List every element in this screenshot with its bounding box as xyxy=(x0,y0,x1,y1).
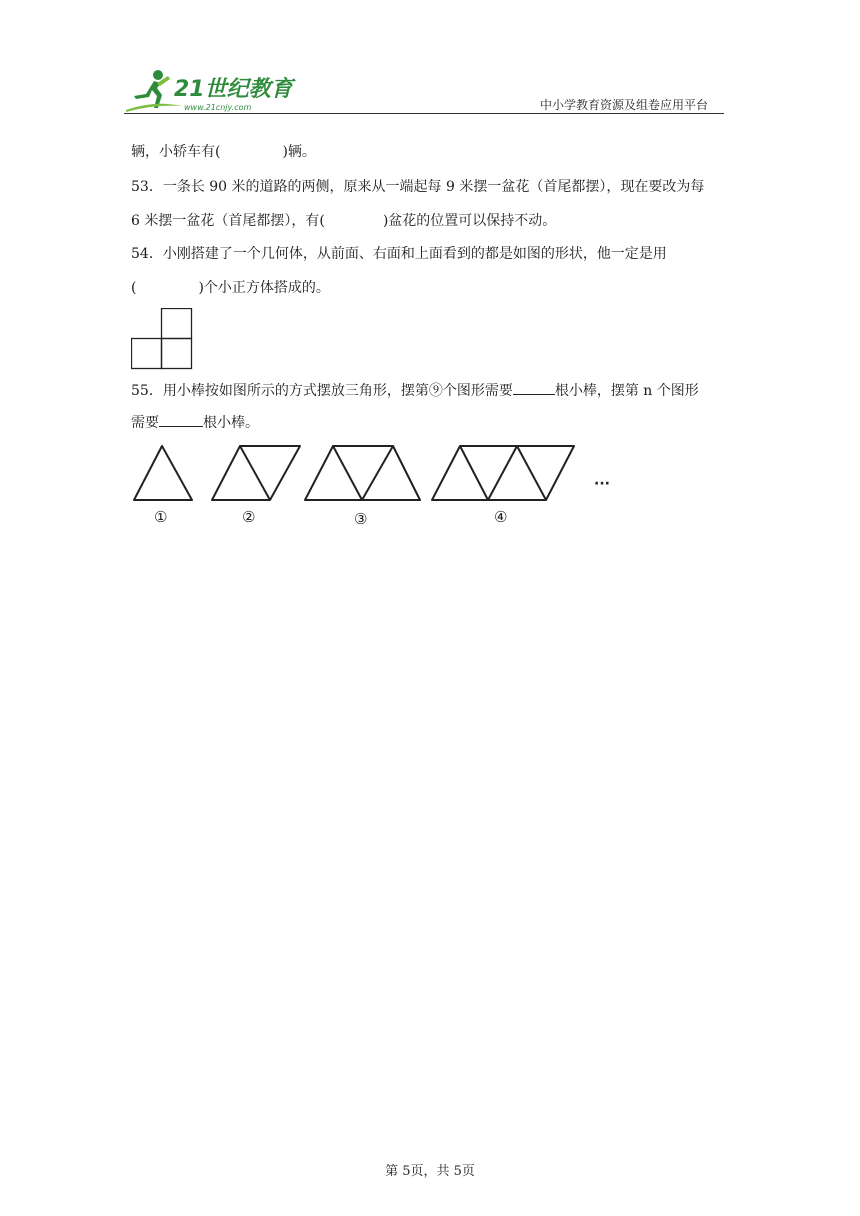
q55-text-c: 需要 xyxy=(131,415,159,431)
q55-text-a: 55．用小棒按如图所示的方式摆放三角形，摆第⑨个图形需要 xyxy=(131,383,513,399)
q52-text-suffix: )辆。 xyxy=(282,144,316,160)
q55-text-d: 根小棒。 xyxy=(203,415,259,431)
header-divider xyxy=(124,113,724,114)
q53-text-suffix: )盆花的位置可以保持不动。 xyxy=(382,213,557,229)
question-53-line-1: 53．一条长 90 米的道路的两侧，原来从一端起每 9 米摆一盆花（首尾都摆），现在要改为每 xyxy=(131,179,705,195)
question-55-line-1 xyxy=(131,380,699,401)
cube-view-figure xyxy=(131,308,193,370)
logo-url: www.21cnjy.com xyxy=(184,103,252,112)
q55-text-b: 根小棒，摆第 n 个图形 xyxy=(554,383,699,399)
triangle-sequence-figure xyxy=(130,442,620,528)
figure-label-1: ① xyxy=(154,508,168,526)
figure-1-triangles xyxy=(134,446,192,500)
q54-text-prefix: ( xyxy=(131,280,137,296)
page-header xyxy=(0,0,860,120)
figure-label-2: ② xyxy=(242,508,256,526)
logo xyxy=(124,66,294,116)
q54-text-suffix: )个小正方体搭成的。 xyxy=(198,280,330,296)
page-number: 第 5页，共 5页 xyxy=(385,1164,475,1179)
logo-text: 21世纪教育 xyxy=(174,77,293,102)
question-54-line-1: 54．小刚搭建了一个几何体，从前面、右面和上面看到的都是如图的形状，他一定是用 xyxy=(131,246,667,262)
platform-title: 中小学教育资源及组卷应用平台 xyxy=(540,98,709,112)
question-53-line-2 xyxy=(131,211,556,231)
figure-label-3: ③ xyxy=(354,510,368,528)
figure-3-triangles xyxy=(305,446,420,500)
figure-label-4: ④ xyxy=(494,508,508,526)
q55-blank-2 xyxy=(159,412,203,427)
question-52-tail xyxy=(131,142,316,162)
q53-text-prefix: 6 米摆一盆花（首尾都摆），有( xyxy=(131,213,325,229)
question-54-line-2 xyxy=(131,278,330,298)
q55-blank-1 xyxy=(513,380,555,395)
q52-text-prefix: 辆，小轿车有( xyxy=(131,144,221,160)
question-55-line-2 xyxy=(131,412,259,433)
sequence-ellipsis: ··· xyxy=(594,476,610,492)
